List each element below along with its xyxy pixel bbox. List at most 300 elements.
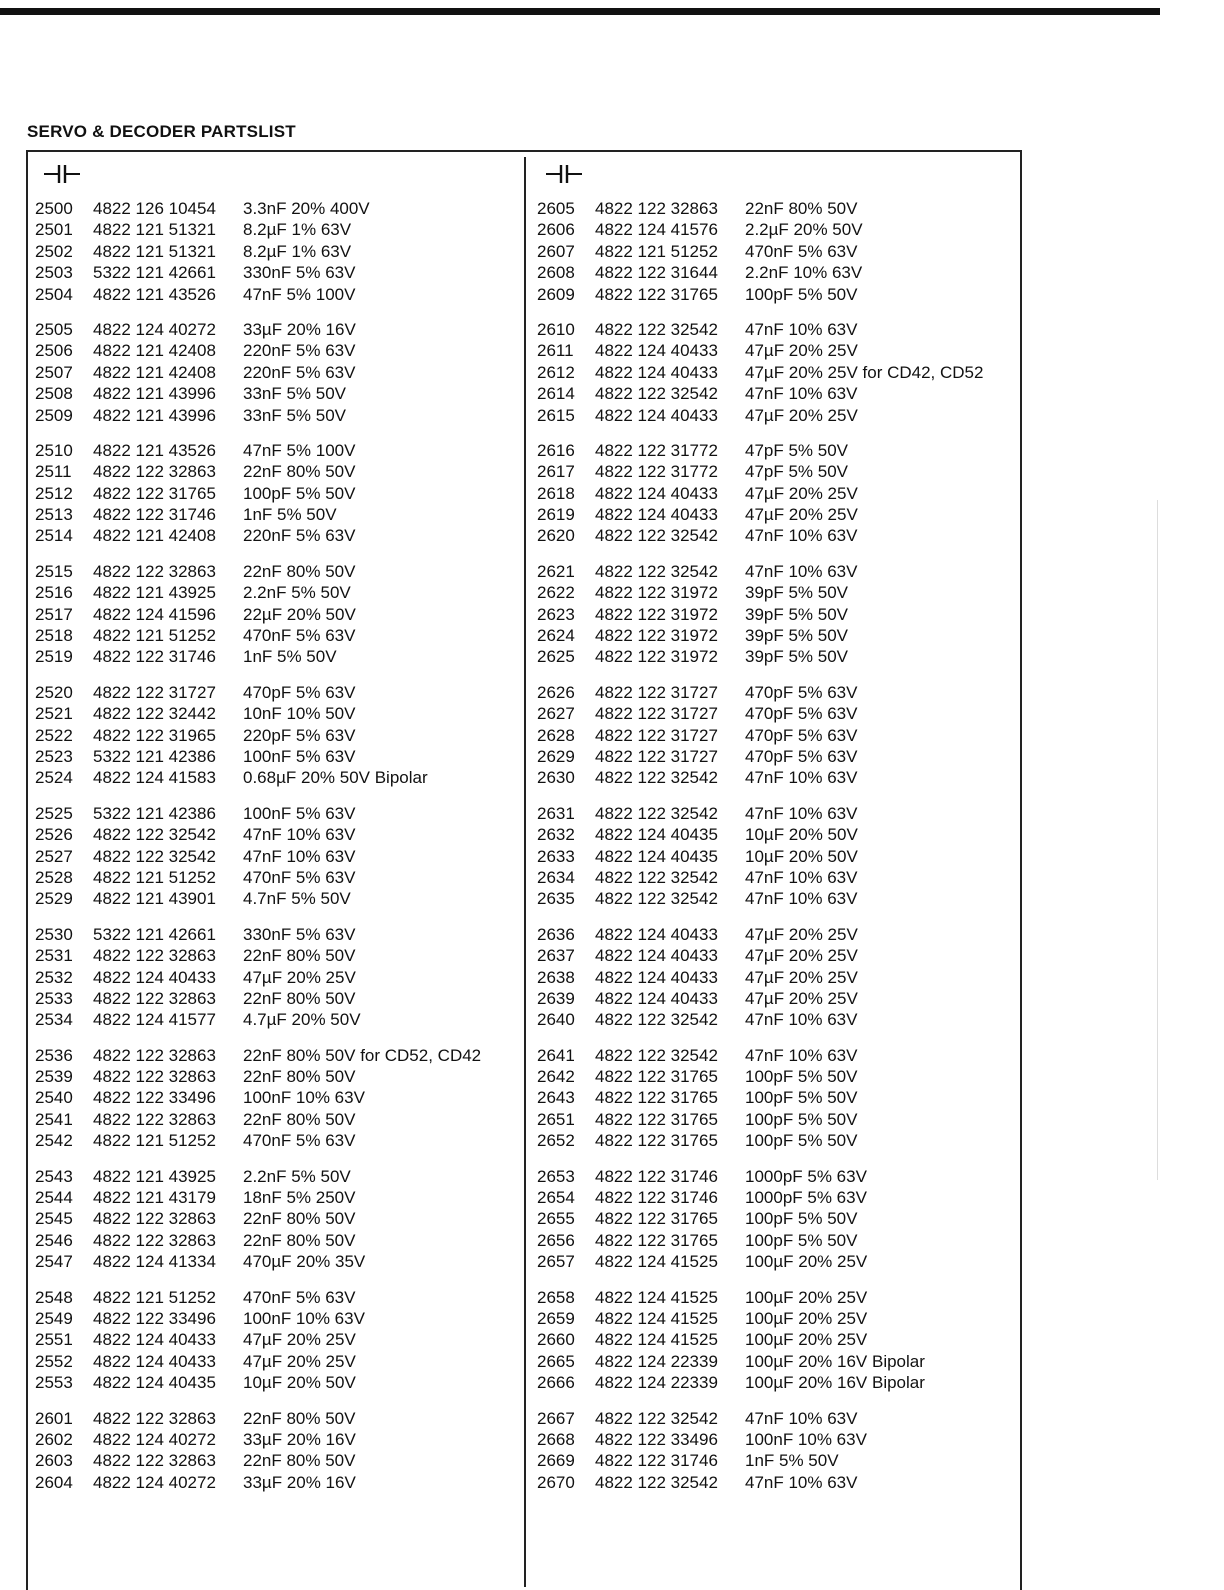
part-description: 470nF 5% 63V <box>243 626 356 646</box>
part-code: 4822 121 51252 <box>93 626 216 646</box>
position-number: 2526 <box>35 825 73 845</box>
part-code: 4822 122 32863 <box>93 1209 216 1229</box>
part-description: 4.7µF 20% 50V <box>243 1010 361 1030</box>
position-number: 2622 <box>537 583 575 603</box>
position-number: 2621 <box>537 561 575 581</box>
part-row <box>35 1045 515 1066</box>
part-row <box>35 646 515 667</box>
part-description: 22nF 80% 50V <box>243 1109 356 1129</box>
position-number: 2666 <box>537 1373 575 1393</box>
part-description: 2.2nF 5% 50V <box>243 1166 351 1186</box>
part-code: 4822 122 32542 <box>595 561 718 581</box>
parts-group <box>35 198 515 305</box>
part-code: 4822 121 42408 <box>93 526 216 546</box>
part-description: 470pF 5% 63V <box>745 682 858 702</box>
position-number: 2656 <box>537 1230 575 1250</box>
part-description: 47nF 5% 100V <box>243 440 356 460</box>
part-code: 4822 124 40433 <box>93 1330 216 1350</box>
part-code: 4822 124 40433 <box>595 362 718 382</box>
part-description: 22nF 80% 50V <box>243 1451 356 1471</box>
position-number: 2547 <box>35 1252 73 1272</box>
part-description: 100µF 20% 16V Bipolar <box>745 1351 925 1371</box>
part-description: 47µF 20% 25V <box>745 924 858 944</box>
part-row <box>537 1166 1017 1187</box>
parts-group <box>537 1166 1017 1273</box>
position-number: 2612 <box>537 362 575 382</box>
part-description: 39pF 5% 50V <box>745 583 849 603</box>
part-description: 10µF 20% 50V <box>243 1373 356 1393</box>
part-code: 4822 122 31765 <box>595 1109 718 1129</box>
part-code: 4822 121 43179 <box>93 1188 216 1208</box>
part-description: 47µF 20% 25V <box>243 1351 356 1371</box>
part-code: 4822 122 32542 <box>595 1408 718 1428</box>
part-description: 47nF 10% 63V <box>745 1010 858 1030</box>
part-code: 4822 124 40433 <box>595 946 718 966</box>
position-number: 2659 <box>537 1308 575 1328</box>
part-row <box>537 604 1017 625</box>
position-number: 2655 <box>537 1209 575 1229</box>
part-description: 2.2nF 10% 63V <box>745 263 863 283</box>
part-code: 4822 124 41525 <box>595 1330 718 1350</box>
part-row <box>35 405 515 426</box>
part-row <box>537 1230 1017 1251</box>
part-description: 47nF 10% 63V <box>745 768 858 788</box>
part-row <box>537 319 1017 340</box>
parts-group <box>35 319 515 426</box>
part-row <box>35 1166 515 1187</box>
parts-group <box>35 1287 515 1394</box>
part-description: 100pF 5% 50V <box>745 1230 858 1250</box>
part-code: 4822 122 31972 <box>595 604 718 624</box>
part-code: 5322 121 42661 <box>93 924 216 944</box>
part-row <box>35 1372 515 1393</box>
position-number: 2545 <box>35 1209 73 1229</box>
part-code: 4822 124 22339 <box>595 1373 718 1393</box>
parts-group <box>35 1045 515 1152</box>
position-number: 2532 <box>35 967 73 987</box>
part-row <box>35 340 515 361</box>
part-row <box>35 1009 515 1030</box>
part-row <box>537 967 1017 988</box>
part-row <box>35 725 515 746</box>
part-code: 4822 124 40433 <box>595 483 718 503</box>
part-row <box>537 1187 1017 1208</box>
part-code: 4822 121 51321 <box>93 220 216 240</box>
position-number: 2513 <box>35 505 73 525</box>
position-number: 2638 <box>537 967 575 987</box>
part-code: 4822 122 31972 <box>595 647 718 667</box>
part-row <box>537 924 1017 945</box>
position-number: 2527 <box>35 846 73 866</box>
part-description: 470nF 5% 63V <box>243 1287 356 1307</box>
part-code: 4822 124 40433 <box>595 988 718 1008</box>
part-row <box>537 746 1017 767</box>
part-description: 33nF 5% 50V <box>243 384 347 404</box>
part-description: 1nF 5% 50V <box>745 1451 839 1471</box>
position-number: 2668 <box>537 1429 575 1449</box>
position-number: 2546 <box>35 1230 73 1250</box>
position-number: 2517 <box>35 604 73 624</box>
part-row <box>35 967 515 988</box>
part-row <box>537 1251 1017 1272</box>
part-description: 39pF 5% 50V <box>745 604 849 624</box>
part-code: 4822 122 32542 <box>595 803 718 823</box>
part-code: 4822 124 40435 <box>595 825 718 845</box>
part-code: 4822 122 31765 <box>595 1209 718 1229</box>
position-number: 2522 <box>35 725 73 745</box>
part-description: 22nF 80% 50V for CD52, CD42 <box>243 1045 482 1065</box>
part-description: 470nF 5% 63V <box>243 867 356 887</box>
part-row <box>35 988 515 1009</box>
part-row <box>35 1109 515 1130</box>
part-description: 47µF 20% 25V <box>745 341 858 361</box>
part-description: 470pF 5% 63V <box>243 682 356 702</box>
part-code: 4822 124 41525 <box>595 1308 718 1328</box>
part-row <box>35 440 515 461</box>
part-description: 22µF 20% 50V <box>243 604 356 624</box>
part-description: 47nF 5% 100V <box>243 284 356 304</box>
part-row <box>35 1408 515 1429</box>
part-code: 4822 122 31765 <box>595 1088 718 1108</box>
part-code: 4822 126 10454 <box>93 199 216 218</box>
part-description: 47µF 20% 25V <box>745 946 858 966</box>
part-row <box>537 1429 1017 1450</box>
position-number: 2510 <box>35 440 73 460</box>
part-code: 4822 121 43526 <box>93 440 216 460</box>
parts-group <box>35 1166 515 1273</box>
position-number: 2626 <box>537 682 575 702</box>
parts-groups-left <box>35 198 515 1493</box>
part-code: 4822 122 31727 <box>595 746 718 766</box>
position-number: 2641 <box>537 1045 575 1065</box>
part-code: 4822 122 31644 <box>595 263 718 283</box>
position-number: 2509 <box>35 405 73 425</box>
part-description: 470nF 5% 63V <box>243 1131 356 1151</box>
position-number: 2540 <box>35 1088 73 1108</box>
position-number: 2640 <box>537 1010 575 1030</box>
part-row <box>35 1287 515 1308</box>
part-code: 4822 122 32542 <box>595 1045 718 1065</box>
position-number: 2651 <box>537 1109 575 1129</box>
part-description: 10µF 20% 50V <box>745 846 858 866</box>
part-description: 1000pF 5% 63V <box>745 1166 867 1186</box>
part-row <box>537 725 1017 746</box>
part-row <box>35 1351 515 1372</box>
part-description: 47nF 10% 63V <box>745 561 858 581</box>
part-row <box>35 1130 515 1151</box>
part-code: 4822 124 41576 <box>595 220 718 240</box>
position-number: 2601 <box>35 1408 73 1428</box>
part-code: 4822 122 31972 <box>595 583 718 603</box>
part-description: 220nF 5% 63V <box>243 362 356 382</box>
part-row <box>35 1066 515 1087</box>
part-code: 4822 122 32542 <box>595 867 718 887</box>
part-code: 4822 122 31727 <box>595 704 718 724</box>
position-number: 2617 <box>537 462 575 482</box>
part-description: 47µF 20% 25V <box>745 405 858 425</box>
part-code: 4822 122 31972 <box>595 626 718 646</box>
part-description: 47nF 10% 63V <box>745 803 858 823</box>
part-row <box>35 1208 515 1229</box>
position-number: 2514 <box>35 526 73 546</box>
part-row <box>35 846 515 867</box>
part-description: 100nF 5% 63V <box>243 803 356 823</box>
part-description: 220pF 5% 63V <box>243 725 356 745</box>
part-row <box>537 1329 1017 1350</box>
part-code: 4822 124 40433 <box>595 505 718 525</box>
part-code: 4822 122 32863 <box>93 462 216 482</box>
parts-group <box>537 1408 1017 1494</box>
part-row <box>537 362 1017 383</box>
position-number: 2551 <box>35 1330 73 1350</box>
part-code: 5322 121 42386 <box>93 746 216 766</box>
part-description: 47nF 10% 63V <box>745 1045 858 1065</box>
part-code: 4822 122 32542 <box>595 768 718 788</box>
part-description: 470pF 5% 63V <box>745 704 858 724</box>
parts-group <box>537 319 1017 426</box>
part-row <box>537 1109 1017 1130</box>
position-number: 2604 <box>35 1472 73 1492</box>
part-code: 5322 121 42386 <box>93 803 216 823</box>
part-code: 4822 121 51252 <box>93 1287 216 1307</box>
part-description: 33µF 20% 16V <box>243 1472 356 1492</box>
position-number: 2504 <box>35 284 73 304</box>
part-description: 47µF 20% 25V <box>745 988 858 1008</box>
part-description: 33µF 20% 16V <box>243 319 356 339</box>
position-number: 2634 <box>537 867 575 887</box>
position-number: 2511 <box>35 462 72 482</box>
part-description: 22nF 80% 50V <box>745 199 858 218</box>
part-row <box>537 1009 1017 1030</box>
part-description: 33µF 20% 16V <box>243 1429 356 1449</box>
position-number: 2525 <box>35 803 73 823</box>
part-code: 4822 122 32863 <box>93 561 216 581</box>
position-number: 2609 <box>537 284 575 304</box>
position-number: 2508 <box>35 384 73 404</box>
part-description: 47µF 20% 25V <box>243 967 356 987</box>
part-description: 100µF 20% 25V <box>745 1308 868 1328</box>
position-number: 2548 <box>35 1287 73 1307</box>
position-number: 2533 <box>35 988 73 1008</box>
position-number: 2652 <box>537 1131 575 1151</box>
part-row <box>537 867 1017 888</box>
part-code: 4822 122 31772 <box>595 440 718 460</box>
part-description: 39pF 5% 50V <box>745 647 849 667</box>
part-code: 4822 121 51252 <box>93 1131 216 1151</box>
part-code: 4822 122 31772 <box>595 462 718 482</box>
parts-group <box>537 1045 1017 1152</box>
part-row <box>537 703 1017 724</box>
part-row <box>35 241 515 262</box>
position-number: 2624 <box>537 626 575 646</box>
position-number: 2524 <box>35 768 73 788</box>
part-row <box>537 846 1017 867</box>
part-row <box>35 604 515 625</box>
part-description: 47µF 20% 25V <box>745 483 858 503</box>
part-row <box>537 945 1017 966</box>
capacitor-icon <box>40 160 84 188</box>
part-row <box>35 483 515 504</box>
part-code: 4822 122 31746 <box>595 1166 718 1186</box>
part-code: 4822 122 32542 <box>595 1472 718 1492</box>
position-number: 2625 <box>537 647 575 667</box>
parts-group <box>537 561 1017 668</box>
part-description: 18nF 5% 250V <box>243 1188 356 1208</box>
part-description: 100nF 10% 63V <box>243 1088 365 1108</box>
part-row <box>537 1287 1017 1308</box>
part-code: 4822 121 51252 <box>93 867 216 887</box>
part-code: 4822 121 43925 <box>93 1166 216 1186</box>
position-number: 2518 <box>35 626 73 646</box>
part-description: 22nF 80% 50V <box>243 988 356 1008</box>
position-number: 2520 <box>35 682 73 702</box>
part-code: 4822 121 42408 <box>93 362 216 382</box>
part-row <box>537 1130 1017 1151</box>
part-row <box>537 582 1017 603</box>
capacitor-icon <box>542 160 586 188</box>
part-description: 330nF 5% 63V <box>243 263 356 283</box>
part-code: 4822 122 31765 <box>595 284 718 304</box>
part-row <box>35 1329 515 1350</box>
part-description: 8.2µF 1% 63V <box>243 220 352 240</box>
part-row <box>35 525 515 546</box>
position-number: 2643 <box>537 1088 575 1108</box>
position-number: 2610 <box>537 319 575 339</box>
position-number: 2529 <box>35 889 73 909</box>
part-code: 4822 124 40433 <box>595 924 718 944</box>
position-number: 2665 <box>537 1351 575 1371</box>
part-code: 4822 122 33496 <box>93 1088 216 1108</box>
part-row <box>35 582 515 603</box>
part-code: 4822 124 40435 <box>595 846 718 866</box>
part-row <box>537 767 1017 788</box>
part-description: 22nF 80% 50V <box>243 946 356 966</box>
part-code: 4822 122 32863 <box>93 988 216 1008</box>
position-number: 2635 <box>537 889 575 909</box>
part-code: 4822 122 32542 <box>595 889 718 909</box>
position-number: 2631 <box>537 803 575 823</box>
part-code: 4822 122 32542 <box>595 319 718 339</box>
part-row <box>35 1187 515 1208</box>
part-code: 4822 122 32863 <box>595 199 718 218</box>
part-row <box>35 262 515 283</box>
top-rule <box>0 8 1160 15</box>
part-row <box>35 682 515 703</box>
part-description: 100pF 5% 50V <box>745 1209 858 1229</box>
parts-group <box>35 803 515 910</box>
position-number: 2636 <box>537 924 575 944</box>
part-row <box>35 888 515 909</box>
part-code: 4822 121 43996 <box>93 384 216 404</box>
part-code: 4822 124 41525 <box>595 1252 718 1272</box>
part-code: 4822 122 32542 <box>93 846 216 866</box>
part-description: 47nF 10% 63V <box>745 867 858 887</box>
part-description: 220nF 5% 63V <box>243 341 356 361</box>
position-number: 2619 <box>537 505 575 525</box>
part-row <box>537 525 1017 546</box>
parts-group <box>537 803 1017 910</box>
position-number: 2616 <box>537 440 575 460</box>
part-row <box>537 625 1017 646</box>
position-number: 2669 <box>537 1451 575 1471</box>
part-code: 4822 122 32542 <box>595 526 718 546</box>
part-code: 4822 122 32542 <box>93 825 216 845</box>
part-description: 47µF 20% 25V <box>745 967 858 987</box>
parts-group <box>35 561 515 668</box>
part-description: 100µF 20% 25V <box>745 1330 868 1350</box>
part-description: 470µF 20% 35V <box>243 1252 366 1272</box>
part-code: 4822 121 51321 <box>93 241 216 261</box>
part-row <box>537 241 1017 262</box>
parts-group <box>35 1408 515 1494</box>
part-description: 47nF 10% 63V <box>745 1408 858 1428</box>
part-row <box>537 561 1017 582</box>
part-code: 4822 122 32442 <box>93 704 216 724</box>
position-number: 2549 <box>35 1308 73 1328</box>
part-row <box>537 461 1017 482</box>
part-description: 22nF 80% 50V <box>243 561 356 581</box>
position-number: 2543 <box>35 1166 73 1186</box>
part-description: 47nF 10% 63V <box>745 1472 858 1492</box>
position-number: 2507 <box>35 362 73 382</box>
part-description: 100nF 10% 63V <box>745 1429 867 1449</box>
part-row <box>537 803 1017 824</box>
position-number: 2516 <box>35 583 73 603</box>
part-description: 22nF 80% 50V <box>243 1209 356 1229</box>
part-description: 8.2µF 1% 63V <box>243 241 352 261</box>
parts-column-left <box>35 160 515 1493</box>
part-code: 4822 121 43526 <box>93 284 216 304</box>
position-number: 2632 <box>537 825 575 845</box>
part-description: 22nF 80% 50V <box>243 1408 356 1428</box>
column-divider <box>524 157 526 1587</box>
part-row <box>35 803 515 824</box>
part-code: 4822 122 32542 <box>595 384 718 404</box>
position-number: 2531 <box>35 946 73 966</box>
part-code: 4822 124 40272 <box>93 1429 216 1449</box>
part-row <box>537 340 1017 361</box>
position-number: 2506 <box>35 341 73 361</box>
parts-column-right <box>537 160 1017 1493</box>
part-code: 4822 122 32863 <box>93 1109 216 1129</box>
part-row <box>35 1230 515 1251</box>
part-description: 3.3nF 20% 400V <box>243 199 370 218</box>
position-number: 2603 <box>35 1451 73 1471</box>
part-row <box>35 1251 515 1272</box>
part-code: 4822 124 22339 <box>595 1351 718 1371</box>
part-row <box>35 383 515 404</box>
part-description: 47nF 10% 63V <box>243 825 356 845</box>
position-number: 2542 <box>35 1131 73 1151</box>
part-description: 100pF 5% 50V <box>745 284 858 304</box>
part-description: 33nF 5% 50V <box>243 405 347 425</box>
part-code: 4822 122 31765 <box>595 1230 718 1250</box>
position-number: 2657 <box>537 1252 575 1272</box>
part-description: 47nF 10% 63V <box>745 526 858 546</box>
part-row <box>35 198 515 219</box>
part-description: 47nF 10% 63V <box>243 846 356 866</box>
position-number: 2602 <box>35 1429 73 1449</box>
position-number: 2629 <box>537 746 575 766</box>
position-number: 2536 <box>35 1045 73 1065</box>
position-number: 2653 <box>537 1166 575 1186</box>
position-number: 2523 <box>35 746 73 766</box>
position-number: 2627 <box>537 704 575 724</box>
part-row <box>537 1066 1017 1087</box>
part-row <box>35 767 515 788</box>
part-code: 4822 122 32863 <box>93 1230 216 1250</box>
part-description: 0.68µF 20% 50V Bipolar <box>243 768 428 788</box>
